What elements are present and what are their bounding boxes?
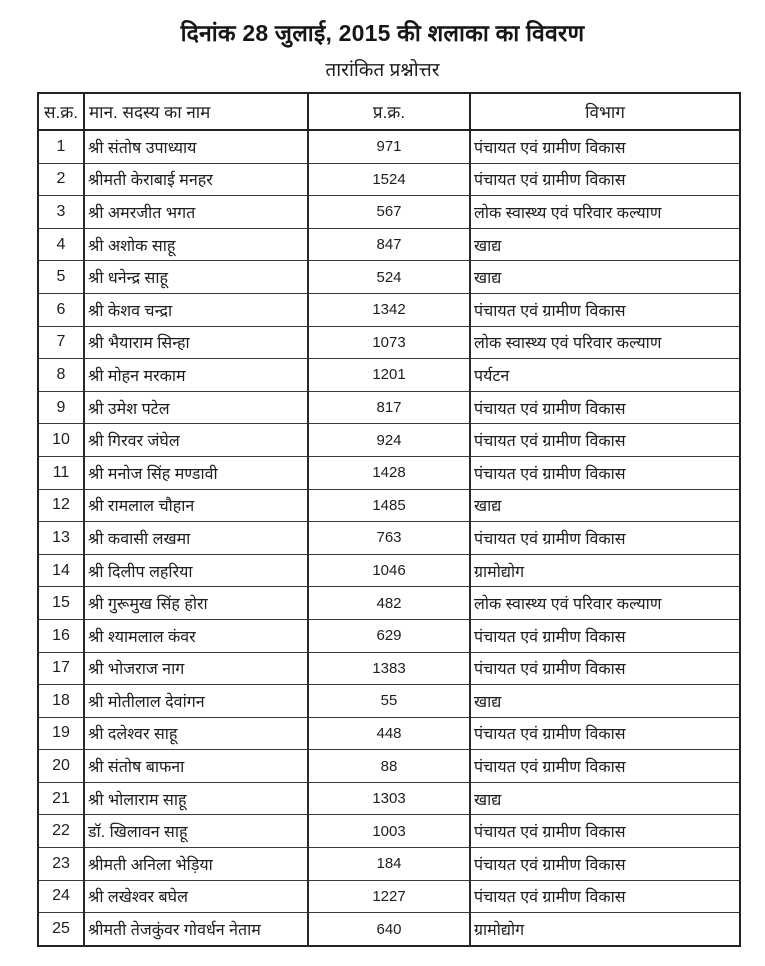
cell-member-name: श्री संतोष उपाध्याय [84,130,308,163]
cell-serial-number: 2 [38,163,84,196]
cell-department: पंचायत एवं ग्रामीण विकास [470,456,740,489]
cell-department: लोक स्वास्थ्य एवं परिवार कल्याण [470,587,740,620]
cell-serial-number: 9 [38,391,84,424]
cell-question-number: 1073 [308,326,470,359]
table-row [38,848,740,881]
cell-department: खाद्य [470,261,740,294]
cell-question-number: 482 [308,587,470,620]
table-row [38,489,740,522]
table-row [38,652,740,685]
cell-question-number: 924 [308,424,470,457]
cell-member-name: श्री श्यामलाल कंवर [84,619,308,652]
cell-serial-number: 10 [38,424,84,457]
document-subtitle: तारांकित प्रश्नोत्तर [325,60,440,81]
table-row [38,685,740,718]
cell-department: पर्यटन [470,359,740,392]
table-row [38,391,740,424]
cell-department: खाद्य [470,782,740,815]
cell-serial-number: 1 [38,130,84,163]
cell-serial-number: 11 [38,456,84,489]
cell-department: पंचायत एवं ग्रामीण विकास [470,293,740,326]
table-row [38,293,740,326]
cell-member-name: श्री दलेश्वर साहू [84,717,308,750]
table-row [38,522,740,555]
cell-serial-number: 25 [38,913,84,946]
cell-serial-number: 12 [38,489,84,522]
cell-member-name: डॉ. खिलावन साहू [84,815,308,848]
cell-member-name: श्रीमती केराबाई मनहर [84,163,308,196]
table-row [38,359,740,392]
cell-member-name: श्री मनोज सिंह मण्डावी [84,456,308,489]
cell-question-number: 640 [308,913,470,946]
cell-department: पंचायत एवं ग्रामीण विकास [470,815,740,848]
cell-question-number: 1428 [308,456,470,489]
cell-member-name: श्री मोतीलाल देवांगन [84,685,308,718]
cell-department: लोक स्वास्थ्य एवं परिवार कल्याण [470,326,740,359]
cell-question-number: 817 [308,391,470,424]
cell-question-number: 88 [308,750,470,783]
cell-question-number: 1524 [308,163,470,196]
cell-department: पंचायत एवं ग्रामीण विकास [470,391,740,424]
cell-department: पंचायत एवं ग्रामीण विकास [470,424,740,457]
cell-member-name: श्रीमती तेजकुंवर गोवर्धन नेताम [84,913,308,946]
table-row [38,880,740,913]
cell-member-name: श्री गिरवर जंघेल [84,424,308,457]
cell-serial-number: 7 [38,326,84,359]
table-row [38,815,740,848]
table-row [38,750,740,783]
cell-department: ग्रामोद्योग [470,554,740,587]
cell-question-number: 1227 [308,880,470,913]
cell-member-name: श्री केशव चन्द्रा [84,293,308,326]
cell-department: पंचायत एवं ग्रामीण विकास [470,130,740,163]
cell-question-number: 448 [308,717,470,750]
cell-serial-number: 14 [38,554,84,587]
question-schedule-table [37,92,741,947]
cell-serial-number: 13 [38,522,84,555]
table-row [38,228,740,261]
cell-department: पंचायत एवं ग्रामीण विकास [470,880,740,913]
cell-department: पंचायत एवं ग्रामीण विकास [470,652,740,685]
cell-question-number: 847 [308,228,470,261]
cell-member-name: श्री मोहन मरकाम [84,359,308,392]
cell-member-name: श्री अमरजीत भगत [84,196,308,229]
cell-member-name: श्री कवासी लखमा [84,522,308,555]
table-row [38,261,740,294]
table-body [38,130,740,946]
cell-serial-number: 18 [38,685,84,718]
cell-question-number: 763 [308,522,470,555]
cell-member-name: श्री लखेश्वर बघेल [84,880,308,913]
cell-member-name: श्री संतोष बाफना [84,750,308,783]
cell-department: पंचायत एवं ग्रामीण विकास [470,750,740,783]
table-row [38,196,740,229]
table-header-row [38,93,740,130]
cell-question-number: 629 [308,619,470,652]
cell-serial-number: 4 [38,228,84,261]
cell-department: पंचायत एवं ग्रामीण विकास [470,717,740,750]
cell-serial-number: 20 [38,750,84,783]
cell-question-number: 971 [308,130,470,163]
cell-question-number: 567 [308,196,470,229]
table-row [38,913,740,946]
cell-question-number: 1046 [308,554,470,587]
table-row [38,130,740,163]
header-department: विभाग [470,93,740,130]
cell-serial-number: 8 [38,359,84,392]
cell-serial-number: 23 [38,848,84,881]
cell-question-number: 1342 [308,293,470,326]
cell-question-number: 184 [308,848,470,881]
cell-department: खाद्य [470,228,740,261]
header-serial-number: स.क्र. [38,93,84,130]
table-row [38,554,740,587]
cell-department: पंचायत एवं ग्रामीण विकास [470,522,740,555]
cell-serial-number: 17 [38,652,84,685]
cell-question-number: 1303 [308,782,470,815]
table-row [38,587,740,620]
table-row [38,424,740,457]
cell-serial-number: 5 [38,261,84,294]
document-title: दिनांक 28 जुलाई, 2015 की शलाका का विवरण [180,20,585,46]
table-row [38,456,740,489]
table-row [38,782,740,815]
cell-department: लोक स्वास्थ्य एवं परिवार कल्याण [470,196,740,229]
cell-department: खाद्य [470,489,740,522]
cell-serial-number: 22 [38,815,84,848]
cell-question-number: 55 [308,685,470,718]
cell-serial-number: 6 [38,293,84,326]
table-row [38,163,740,196]
cell-member-name: श्री गुरूमुख सिंह होरा [84,587,308,620]
header-question-number: प्र.क्र. [308,93,470,130]
cell-serial-number: 19 [38,717,84,750]
cell-member-name: श्री भैयाराम सिन्हा [84,326,308,359]
table-row [38,326,740,359]
cell-serial-number: 21 [38,782,84,815]
cell-department: ग्रामोद्योग [470,913,740,946]
table-row [38,717,740,750]
cell-department: पंचायत एवं ग्रामीण विकास [470,619,740,652]
cell-question-number: 1201 [308,359,470,392]
cell-member-name: श्रीमती अनिला भेड़िया [84,848,308,881]
cell-department: पंचायत एवं ग्रामीण विकास [470,163,740,196]
header-member-name: मान. सदस्य का नाम [84,93,308,130]
cell-member-name: श्री दिलीप लहरिया [84,554,308,587]
cell-question-number: 524 [308,261,470,294]
cell-serial-number: 16 [38,619,84,652]
cell-serial-number: 24 [38,880,84,913]
cell-member-name: श्री रामलाल चौहान [84,489,308,522]
cell-question-number: 1383 [308,652,470,685]
table-row [38,619,740,652]
cell-member-name: श्री उमेश पटेल [84,391,308,424]
cell-department: पंचायत एवं ग्रामीण विकास [470,848,740,881]
cell-member-name: श्री अशोक साहू [84,228,308,261]
cell-question-number: 1485 [308,489,470,522]
cell-member-name: श्री भोजराज नाग [84,652,308,685]
cell-serial-number: 15 [38,587,84,620]
cell-member-name: श्री भोलाराम साहू [84,782,308,815]
cell-member-name: श्री धनेन्द्र साहू [84,261,308,294]
cell-department: खाद्य [470,685,740,718]
cell-question-number: 1003 [308,815,470,848]
cell-serial-number: 3 [38,196,84,229]
